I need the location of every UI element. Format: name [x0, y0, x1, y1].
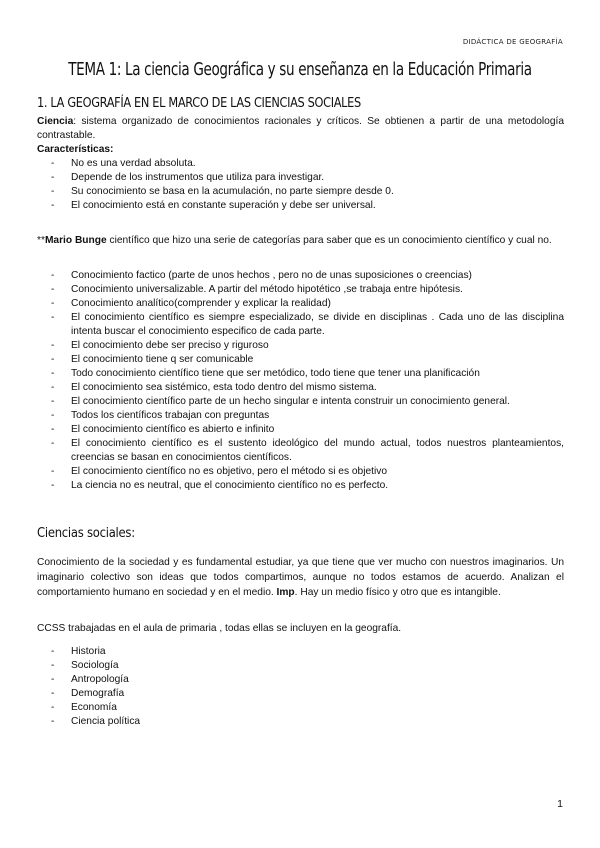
list-item: - Su conocimiento se basa en la acumulación, no parte siempre desde 0. [37, 185, 564, 199]
bunge-text: científico que hizo una serie de categorías para saber que es un conocimiento científico y cual no. [106, 235, 552, 246]
list-item: - Todo conocimiento científico tiene que ser metódico, todo tiene que tener una planificación [37, 367, 564, 381]
paragraph-end: . Hay un medio físico y otro que es intangible. [294, 587, 501, 598]
list-item: - El conocimiento científico es el sustento ideológico del mundo actual, todos nuestros planteamientos, creencias se basan en conocimientos científicos. [37, 437, 564, 465]
paragraph-main: Conocimiento de la sociedad y es fundamental estudiar, ya que tiene que ver mucho con nuestros imaginarios. Un imaginario colectivo son ideas que todos compartimos, aunque no todos estamos de acuerdo. Analizan el comportamiento humano en sociedad y en el medio. [37, 557, 564, 598]
bunge-list [37, 269, 564, 493]
list-item: - El conocimiento científico es siempre especializado, se divide en disciplinas . Cada uno de las disciplina intenta buscar el conocimiento especifico de cada parte. [37, 311, 564, 339]
page-number: 1 [557, 798, 563, 810]
list-item: - La ciencia no es neutral, que el conocimiento científico no es perfecto. [37, 479, 564, 493]
list-item: - Depende de los instrumentos que utiliza para investigar. [37, 171, 564, 185]
list-item: - Historia [37, 645, 564, 659]
section-heading-geografia: 1. LA GEOGRAFÍA EN EL MARCO DE LAS CIENCIAS SOCIALES [37, 95, 361, 111]
list-item: - Ciencia política [37, 715, 564, 729]
caracteristicas-list [37, 157, 564, 213]
ciencias-sociales-paragraph [37, 555, 564, 600]
list-item: - El conocimiento científico parte de un hecho singular e intenta construir un conocimiento general. [37, 395, 564, 409]
list-item: - Todos los científicos trabajan con preguntas [37, 409, 564, 423]
list-item: - El conocimiento debe ser preciso y riguroso [37, 339, 564, 353]
page-title: TEMA 1: La ciencia Geográfica y su enseñanza en la Educación Primaria [68, 60, 532, 80]
list-item: - Demografía [37, 687, 564, 701]
list-item: - El conocimiento sea sistémico, esta todo dentro del mismo sistema. [37, 381, 564, 395]
list-item: - Conocimiento factico (parte de unos hechos , pero no de unas suposiciones o creencias) [37, 269, 564, 283]
bunge-prefix: ** [37, 235, 45, 246]
ciencia-definition [37, 115, 564, 143]
ciencia-definition-text: : sistema organizado de conocimientos racionales y críticos. Se obtienen a partir de una metodología contrastable. [37, 116, 564, 141]
list-item: - El conocimiento científico no es objetivo, pero el método si es objetivo [37, 465, 564, 479]
section-heading-ciencias-sociales: Ciencias sociales: [37, 525, 135, 541]
bunge-name: Mario Bunge [44, 235, 107, 246]
list-item: - No es una verdad absoluta. [37, 157, 564, 171]
list-item: - Conocimiento analítico(comprender y explicar la realidad) [37, 297, 564, 311]
list-item: - El conocimiento está en constante superación y debe ser universal. [37, 199, 564, 213]
bunge-paragraph [37, 234, 564, 248]
list-item: - Economía [37, 701, 564, 715]
list-item: - El conocimiento tiene q ser comunicable [37, 353, 564, 367]
ccss-intro: CCSS trabajadas en el aula de primaria , todas ellas se incluyen en la geografía. [37, 623, 402, 634]
ciencia-term: Ciencia [37, 116, 74, 127]
list-item: - El conocimiento científico es abierto e infinito [37, 423, 564, 437]
list-item: - Antropología [37, 673, 564, 687]
list-item: - Sociología [37, 659, 564, 673]
ccss-list [37, 645, 564, 729]
header-label: DIDÁCTICA DE GEOGRAFÍA [462, 38, 563, 46]
imp-label: Imp [276, 587, 295, 598]
caracteristicas-label: Características: [37, 144, 114, 155]
list-item: - Conocimiento universalizable. A partir del método hipotético ,se trabaja entre hipótesis. [37, 283, 564, 297]
